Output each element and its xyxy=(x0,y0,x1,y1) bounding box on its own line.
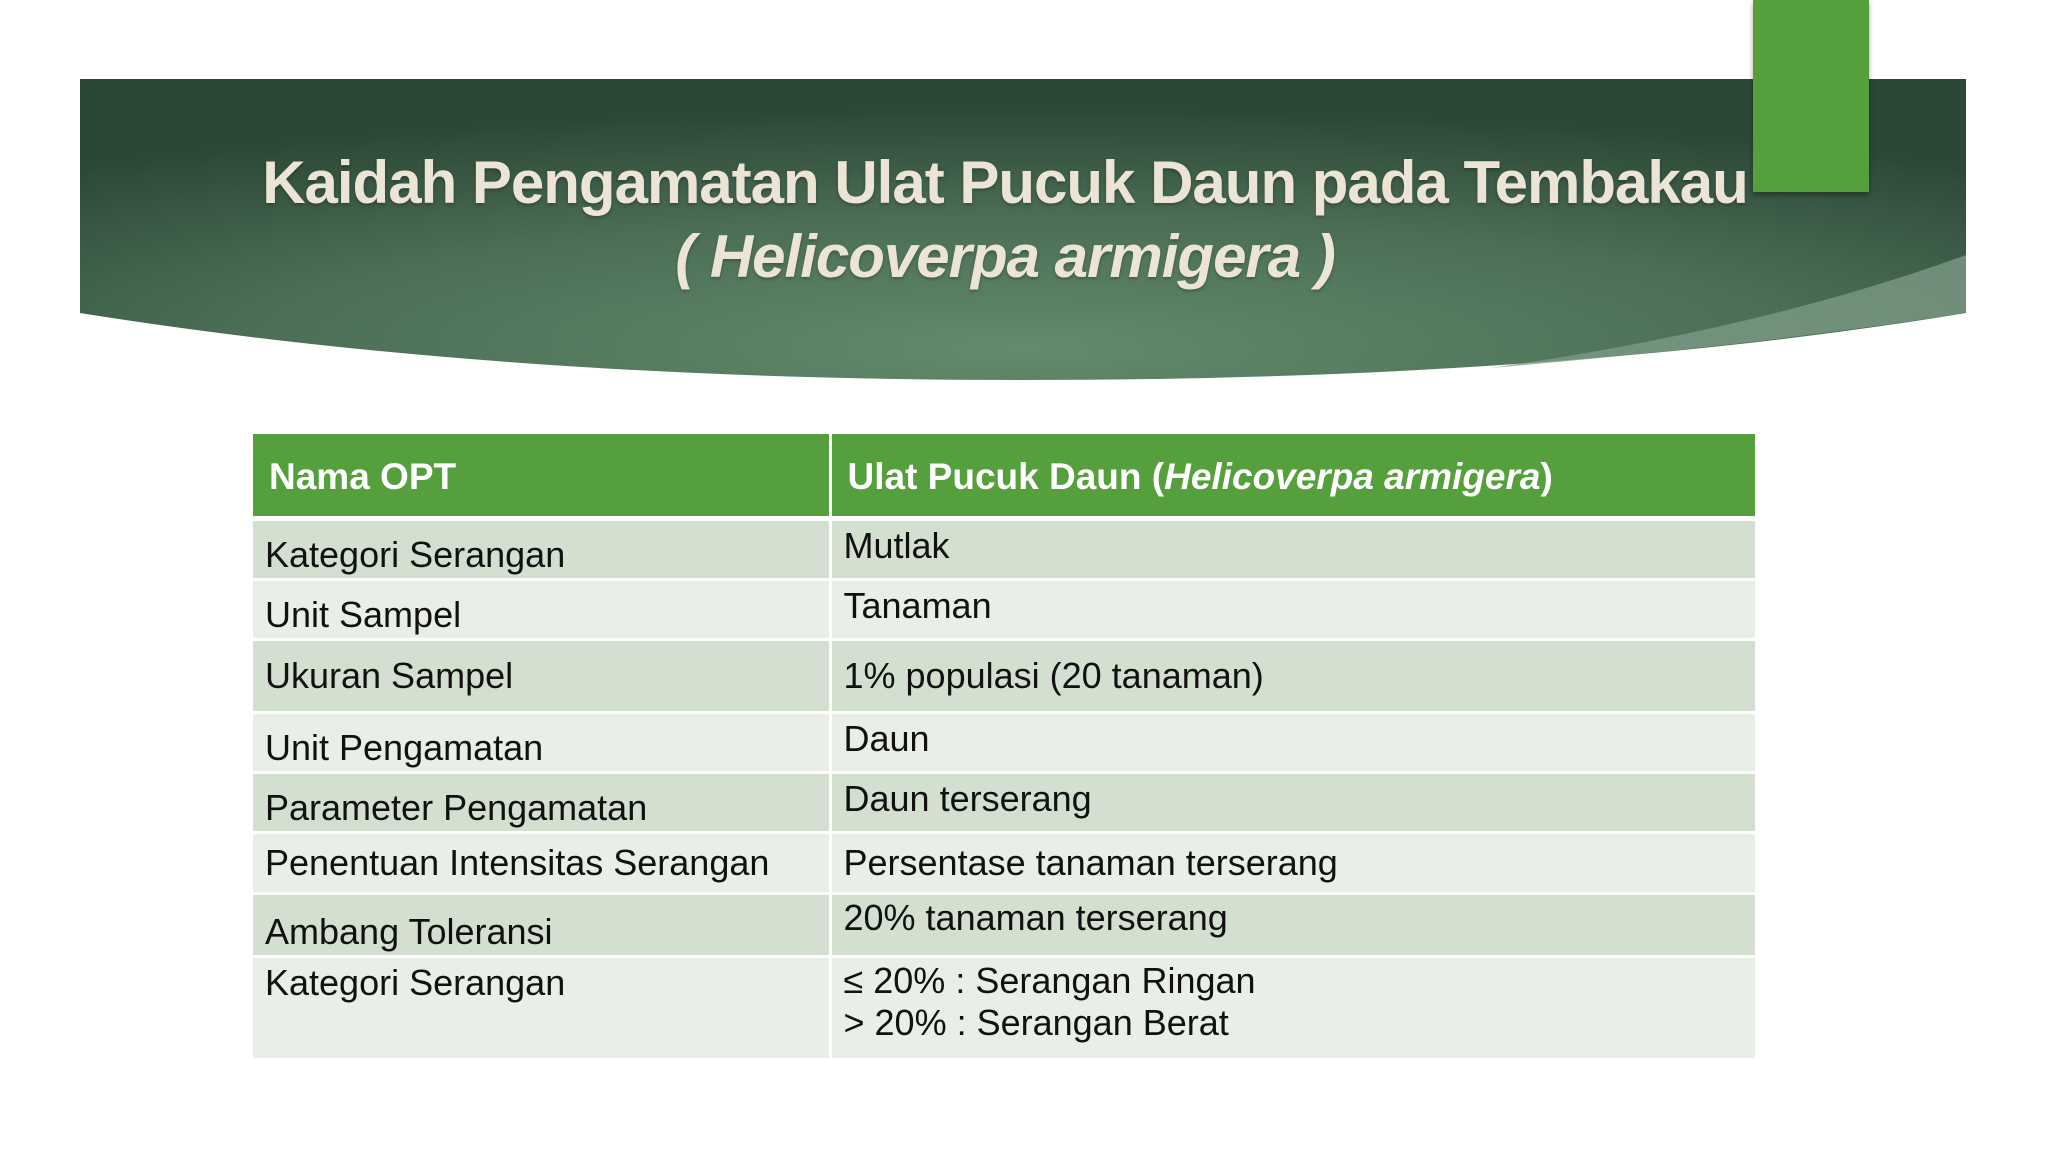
row-value-multiline xyxy=(830,956,1755,1059)
value-line-heavy: > 20% : Serangan Berat xyxy=(843,1001,1229,1043)
row-label: Kategori Serangan xyxy=(253,518,830,579)
table-row xyxy=(253,772,1755,832)
row-label: Kategori Serangan xyxy=(253,956,830,1059)
header-opt-name xyxy=(830,434,1755,518)
row-value: Daun xyxy=(830,712,1755,772)
header-opt-close: ) xyxy=(1540,455,1553,497)
row-label: Unit Pengamatan xyxy=(253,712,830,772)
row-value: Mutlak xyxy=(830,518,1755,579)
header-opt-common: Ulat Pucuk Daun ( xyxy=(847,455,1165,497)
table-header-row xyxy=(253,434,1755,518)
slide-title xyxy=(80,146,1930,294)
opt-table xyxy=(253,434,1755,1061)
row-value: Persentase tanaman terserang xyxy=(830,832,1755,893)
observation-table xyxy=(253,434,1755,1061)
row-label: Parameter Pengamatan xyxy=(253,772,830,832)
table-row xyxy=(253,579,1755,639)
table-row xyxy=(253,893,1755,956)
table-row xyxy=(253,956,1755,1059)
row-value: 20% tanaman terserang xyxy=(830,893,1755,956)
row-value: Daun terserang xyxy=(830,772,1755,832)
row-label: Unit Sampel xyxy=(253,579,830,639)
table-row xyxy=(253,712,1755,772)
header-nama-opt: Nama OPT xyxy=(253,434,830,518)
table-row xyxy=(253,518,1755,579)
table-row xyxy=(253,832,1755,893)
row-label: Penentuan Intensitas Serangan xyxy=(253,832,830,893)
value-line-light: ≤ 20% : Serangan Ringan xyxy=(843,959,1256,1001)
header-opt-scientific: Helicoverpa armigera xyxy=(1164,455,1541,497)
title-line-1: Kaidah Pengamatan Ulat Pucuk Daun pada Tembakau xyxy=(262,149,1748,216)
row-label: Ukuran Sampel xyxy=(253,639,830,712)
row-value: 1% populasi (20 tanaman) xyxy=(830,639,1755,712)
table-row xyxy=(253,639,1755,712)
row-value: Tanaman xyxy=(830,579,1755,639)
title-line-2-scientific-name: ( Helicoverpa armigera ) xyxy=(675,223,1335,290)
row-label: Ambang Toleransi xyxy=(253,893,830,956)
